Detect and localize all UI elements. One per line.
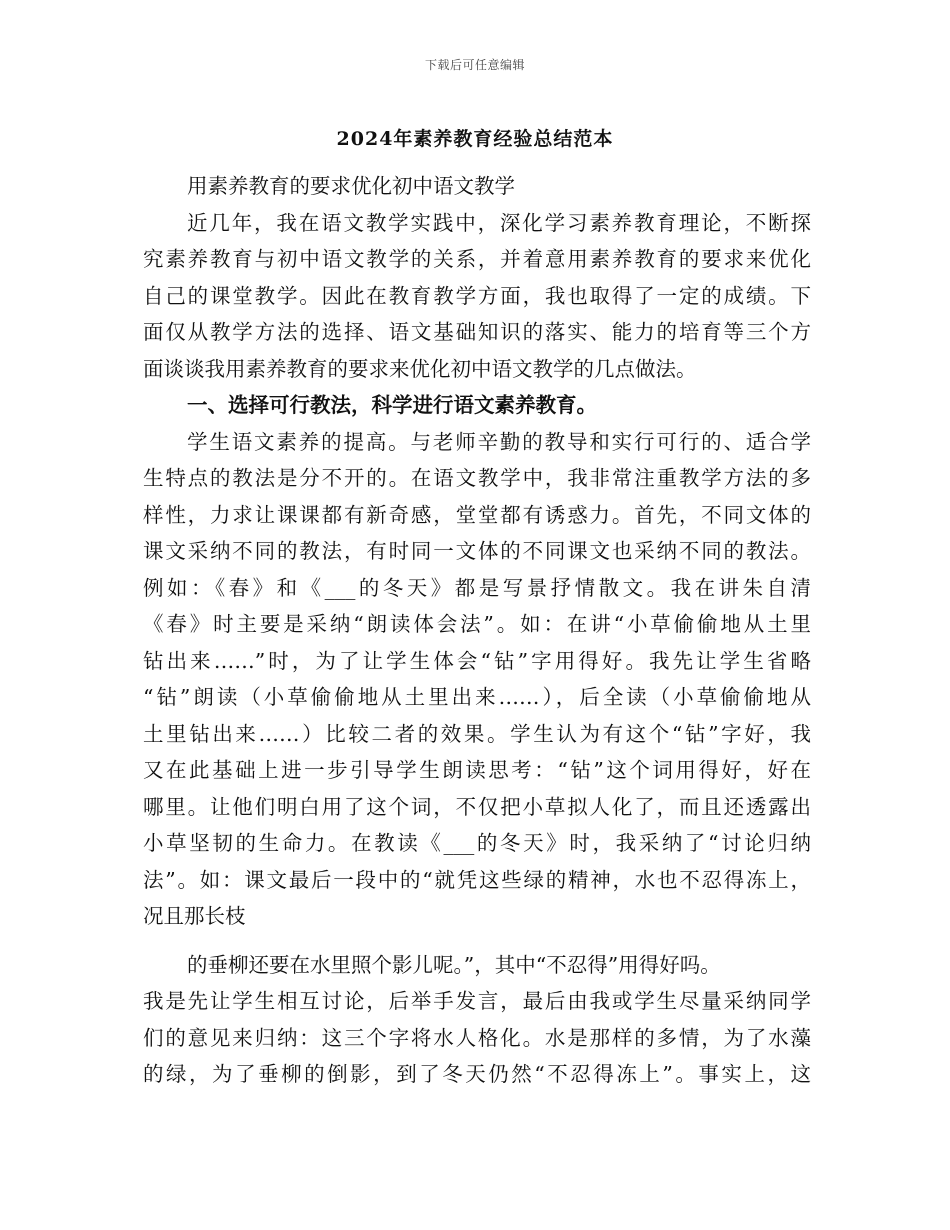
body-line: 自己的课堂教学。因此在教育教学方面，我也取得了一定的成绩。下	[143, 283, 811, 308]
body-line: 近几年，我在语文教学实践中，深化学习素养教育理论，不断探	[187, 210, 811, 235]
body-line: 小草坚韧的生命力。在教读《___的冬天》时，我采纳了“讨论归纳	[143, 831, 811, 855]
body-line: 我是先让学生相互讨论，后举手发言，最后由我或学生尽量采纳同学	[143, 989, 811, 1013]
body-line: 的绿，为了垂柳的倒影，到了冬天仍然“不忍得冻上”。事实上，这	[143, 1062, 811, 1086]
body-line: 又在此基础上进一步引导学生朗读思考：“钻”这个词用得好，好在	[143, 758, 811, 782]
body-line: 生特点的教法是分不开的。在语文教学中，我非常注重教学方法的多	[143, 466, 811, 490]
body-line: 《春》时主要是采纳“朗读体会法”。如：在讲“小草偷偷地从土里	[143, 612, 811, 636]
body-line: 况且那长枝	[143, 904, 246, 928]
body-line: 例如：《春》和《___的冬天》都是写景抒情散文。我在讲朱自清	[143, 575, 811, 600]
body-line: 究素养教育与初中语文教学的关系，并着意用素养教育的要求来优化	[143, 247, 811, 271]
document-title: 2024年素养教育经验总结范本	[336, 128, 614, 150]
body-line: 课文采纳不同的教法，有时同一文体的不同课文也采纳不同的教法。	[143, 539, 811, 563]
page-header-note: 下载后可任意编辑	[424, 58, 525, 72]
body-line: 面仅从教学方法的选择、语文基础知识的落实、能力的培育等三个方	[143, 320, 811, 344]
body-line: 土里钻出来……）比较二者的效果。学生认为有这个“钻”字好，我	[143, 721, 811, 746]
document-body	[143, 168, 811, 1093]
body-line: “钻”朗读（小草偷偷地从土里出来……），后全读（小草偷偷地从	[143, 685, 811, 709]
paragraph-gap	[143, 935, 811, 947]
body-line: 法”。如：课文最后一段中的“就凭这些绿的精神，水也不忍得冻上，	[143, 867, 811, 892]
body-line: 的垂柳还要在水里照个影儿呢。”，其中“不忍得”用得好吗。	[187, 952, 721, 977]
body-line: 面谈谈我用素养教育的要求来优化初中语文教学的几点做法。	[143, 356, 697, 381]
body-line: 样性，力求让课课都有新奇感，堂堂都有诱惑力。首先，不同文体的	[143, 502, 811, 527]
section-heading: 一、选择可行教法，科学进行语文素养教育。	[187, 393, 597, 417]
body-line-subtitle: 用素养教育的要求优化初中语文教学	[187, 174, 515, 198]
body-line: 钻出来……”时，为了让学生体会“钻”字用得好。我先让学生省略	[143, 648, 811, 673]
body-line: 们的意见来归纳：这三个字将水人格化。水是那样的多情，为了水藻	[143, 1025, 811, 1050]
body-line: 学生语文素养的提高。与老师辛勤的教导和实行可行的、适合学	[187, 429, 811, 454]
body-line: 哪里。让他们明白用了这个词，不仅把小草拟人化了，而且还透露出	[143, 794, 811, 819]
